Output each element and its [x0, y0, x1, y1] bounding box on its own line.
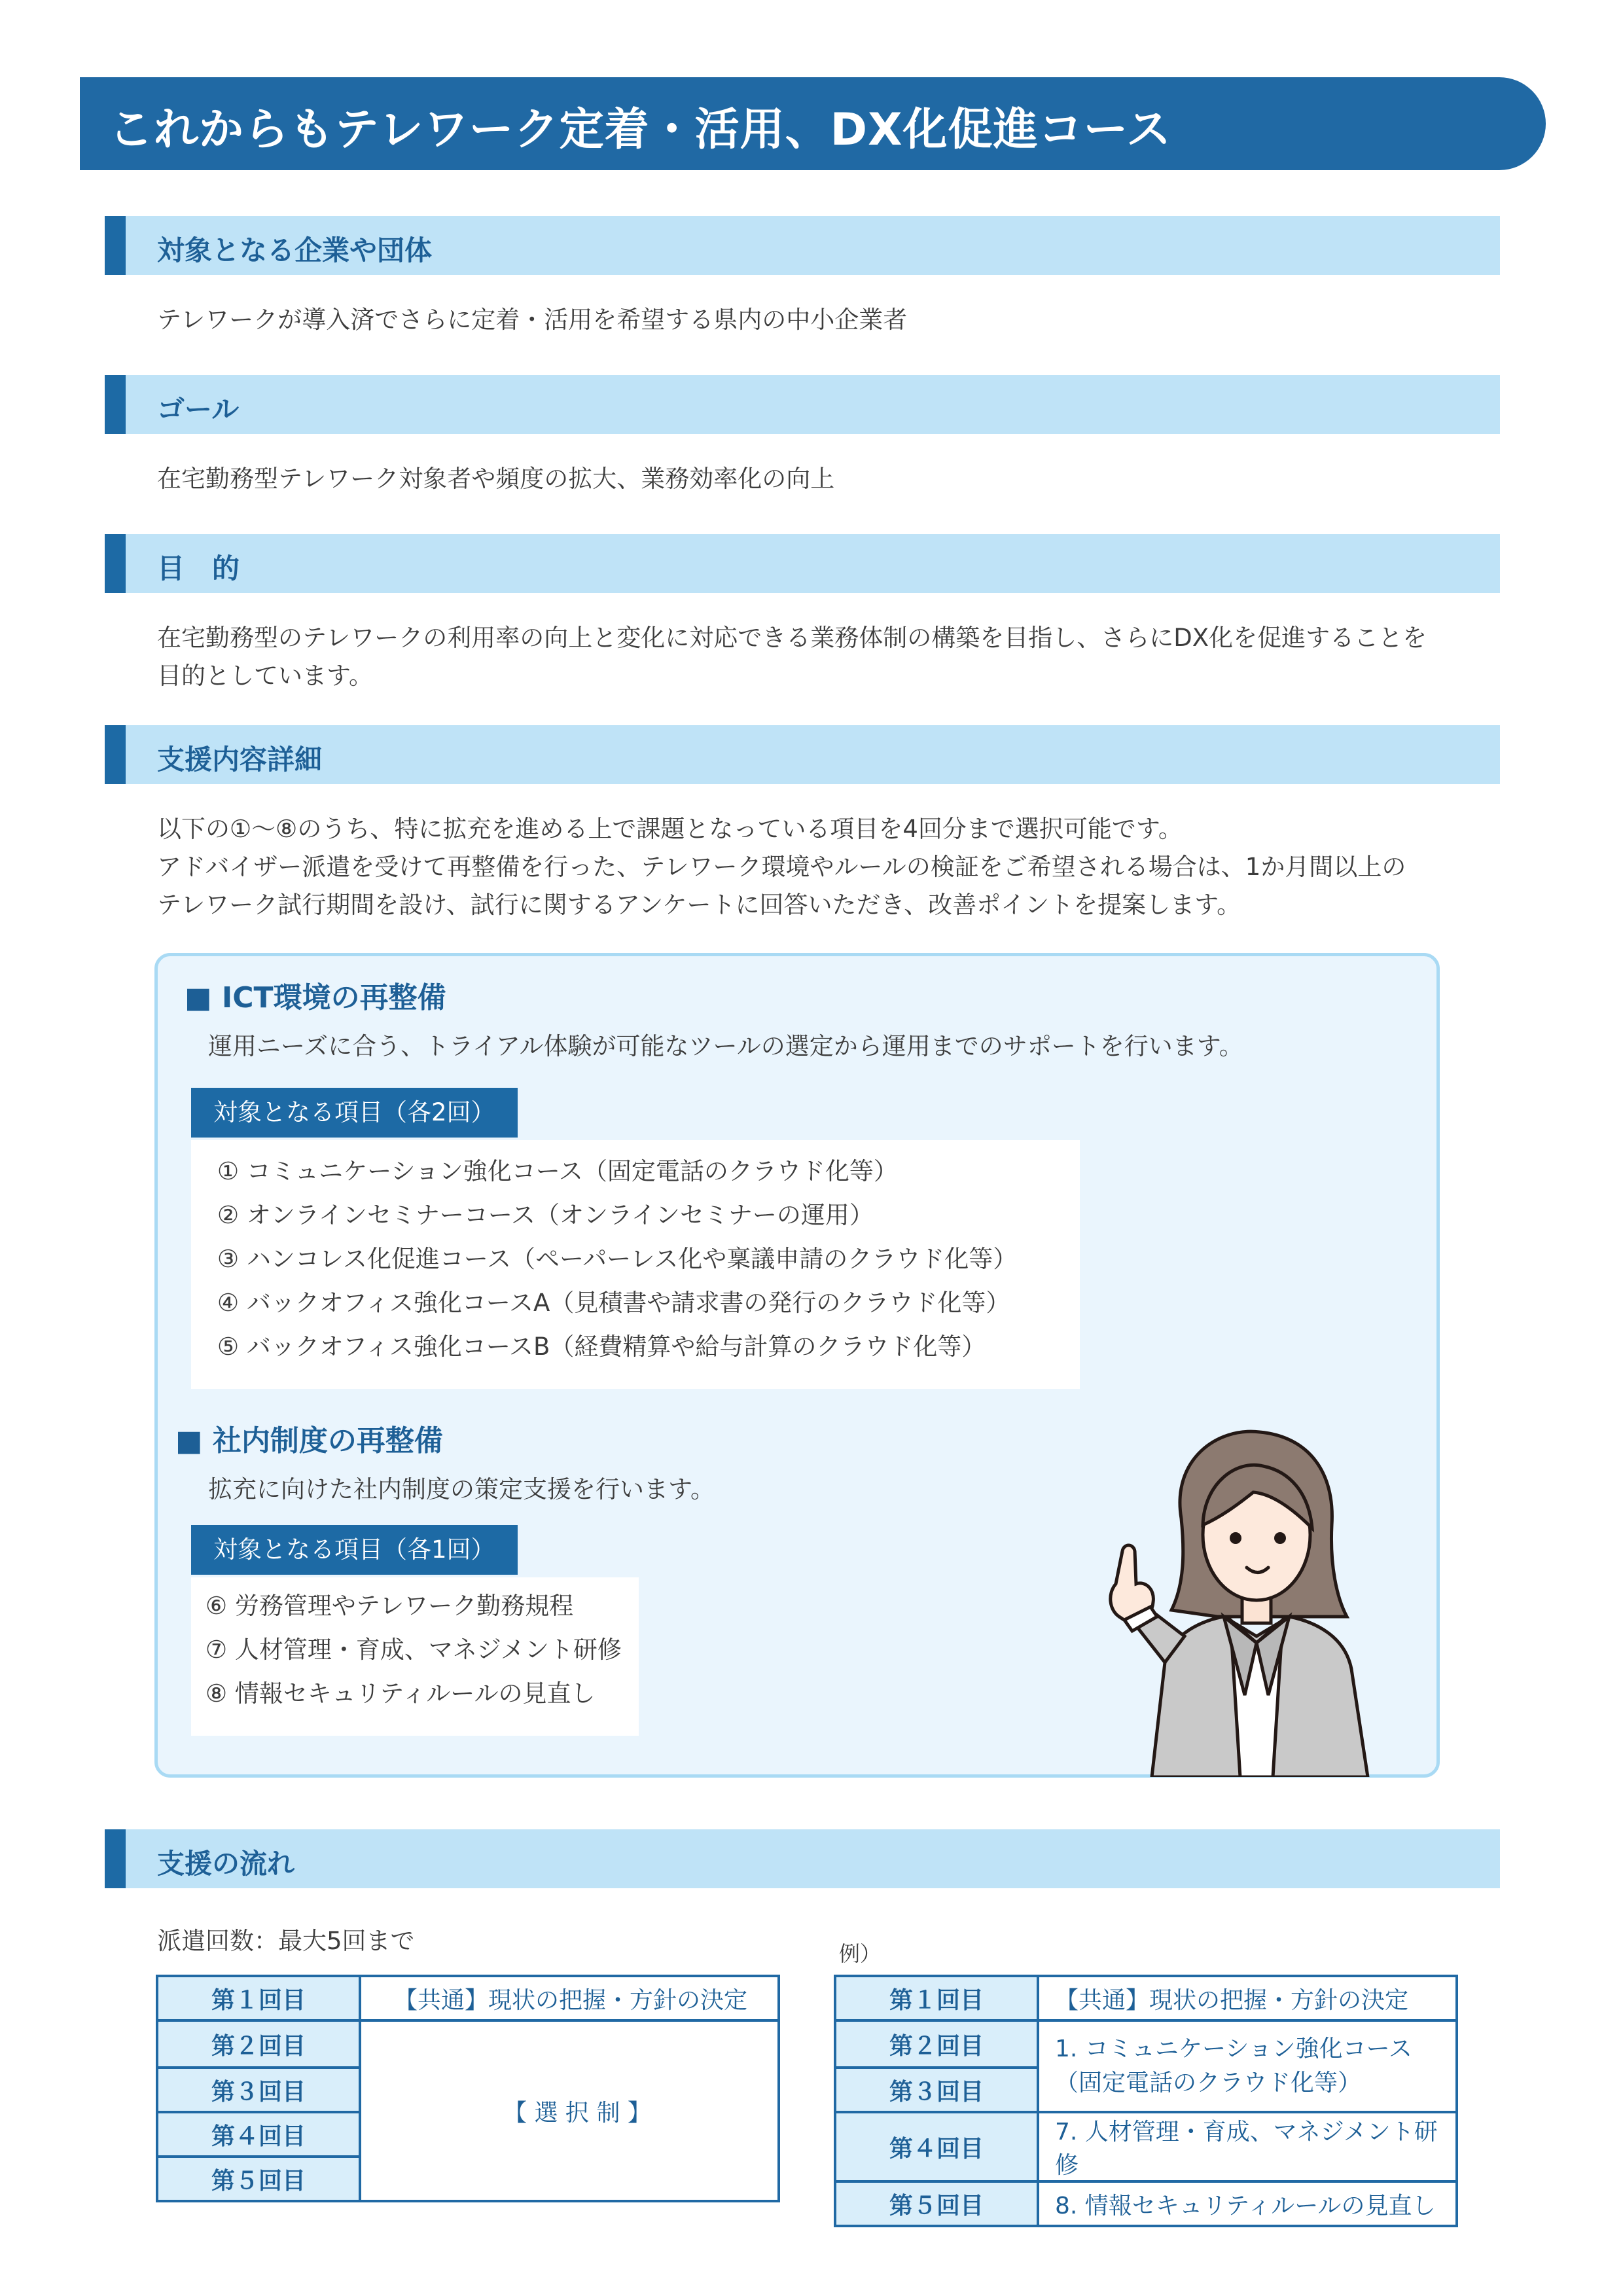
flow-row-label: 第２回目	[157, 2020, 360, 2068]
list-item: ⑥ 労務管理やテレワーク勤務規程	[205, 1592, 574, 1620]
rules-description: 拡充に向けた社内制度の策定支援を行います。	[208, 1475, 715, 1503]
section-header-details	[105, 725, 1500, 784]
flow-row-label: 第３回目	[835, 2068, 1038, 2112]
page-title-bar	[80, 77, 1546, 170]
flow-table-general	[156, 1975, 780, 2202]
section-heading: 対象となる企業や団体	[157, 234, 433, 266]
goal-text: 在宅勤務型テレワーク対象者や頻度の拡大、業務効率化の向上	[157, 465, 835, 493]
flow-table-example	[834, 1975, 1458, 2227]
list-item: ⑤ バックオフィス強化コースB（経費精算や給与計算のクラウド化等）	[217, 1333, 986, 1361]
flow-row-label: 第３回目	[157, 2068, 360, 2112]
flow-common-cell: 【共通】現状の把握・方針の決定	[1038, 1976, 1457, 2020]
section-heading: 支援内容詳細	[157, 744, 323, 776]
flow-example-cell: 8. 情報セキュリティルールの見直し	[1038, 2181, 1457, 2226]
woman-pointing-illustration-icon	[1093, 1420, 1400, 1777]
flow-row-label: 第１回目	[157, 1976, 360, 2020]
list-item: ① コミュニケーション強化コース（固定電話のクラウド化等）	[217, 1157, 898, 1185]
target-text: テレワークが導入済でさらに定着・活用を希望する県内の中小企業者	[157, 306, 908, 334]
section-heading: 支援の流れ	[157, 1848, 295, 1880]
details-line: 以下の①〜⑧のうち、特に拡充を進める上で課題となっている項目を4回分まで選択可能です。	[157, 815, 1183, 843]
flow-left-caption: 派遣回数：最大5回まで	[157, 1927, 415, 1955]
purpose-line: 在宅勤務型のテレワークの利用率の向上と変化に対応できる業務体制の構築を目指し、さらにDX化を促進することを	[157, 624, 1427, 652]
section-heading: ゴール	[157, 393, 240, 425]
ict-description: 運用ニーズに合う、トライアル体験が可能なツールの選定から運用までのサポートを行います。	[208, 1032, 1243, 1060]
purpose-line: 目的としています。	[157, 662, 374, 690]
rules-items-tag: 対象となる項目（各1回）	[191, 1525, 518, 1575]
list-item: ② オンラインセミナーコース（オンラインセミナーの運用）	[217, 1201, 874, 1229]
details-line: テレワーク試行期間を設け、試行に関するアンケートに回答いただき、改善ポイントを提案します。	[157, 891, 1241, 919]
list-item: ③ ハンコレス化促進コース（ペーパーレス化や稟議申請のクラウド化等）	[217, 1245, 1018, 1273]
list-item: ⑧ 情報セキュリティルールの見直し	[205, 1679, 596, 1708]
section-header-goal	[105, 375, 1500, 434]
flow-row-label: 第４回目	[157, 2112, 360, 2157]
section-heading: 目 的	[157, 552, 240, 584]
flow-row-label: 第５回目	[157, 2157, 360, 2201]
details-line: アドバイザー派遣を受けて再整備を行った、テレワーク環境やルールの検証をご希望される場合は、1か月間以上の	[157, 853, 1406, 881]
flow-example-cell	[1038, 2020, 1457, 2112]
flow-row-label: 第５回目	[835, 2181, 1038, 2226]
flow-example-line: （固定電話のクラウド化等）	[1055, 2070, 1362, 2096]
flow-row-label: 第１回目	[835, 1976, 1038, 2020]
flow-selective-cell: 【 選 択 制 】	[360, 2020, 779, 2201]
flow-example-cell: 7. 人材管理・育成、マネジメント研修	[1038, 2112, 1457, 2181]
ict-items-tag: 対象となる項目（各2回）	[191, 1088, 518, 1138]
flow-row-label: 第２回目	[835, 2020, 1038, 2068]
flow-right-caption: 例）	[839, 1941, 882, 1966]
rules-title: ■ 社内制度の再整備	[175, 1424, 443, 1458]
purpose-text	[157, 619, 1427, 695]
flow-common-cell: 【共通】現状の把握・方針の決定	[360, 1976, 779, 2020]
details-text	[157, 810, 1406, 924]
ict-title: ■ ICT環境の再整備	[185, 981, 446, 1014]
section-header-purpose	[105, 534, 1500, 593]
section-header-flow	[105, 1829, 1500, 1888]
ict-items-list	[191, 1140, 1080, 1389]
section-header-target	[105, 216, 1500, 275]
list-item: ④ バックオフィス強化コースA（見積書や請求書の発行のクラウド化等）	[217, 1289, 1010, 1317]
page-title: これからもテレワーク定着・活用、DX化促進コース	[109, 104, 1172, 156]
flow-example-line: 1. コミュニケーション強化コース	[1055, 2036, 1412, 2062]
flow-row-label: 第４回目	[835, 2112, 1038, 2181]
rules-items-list	[191, 1577, 639, 1736]
list-item: ⑦ 人材管理・育成、マネジメント研修	[205, 1636, 622, 1664]
